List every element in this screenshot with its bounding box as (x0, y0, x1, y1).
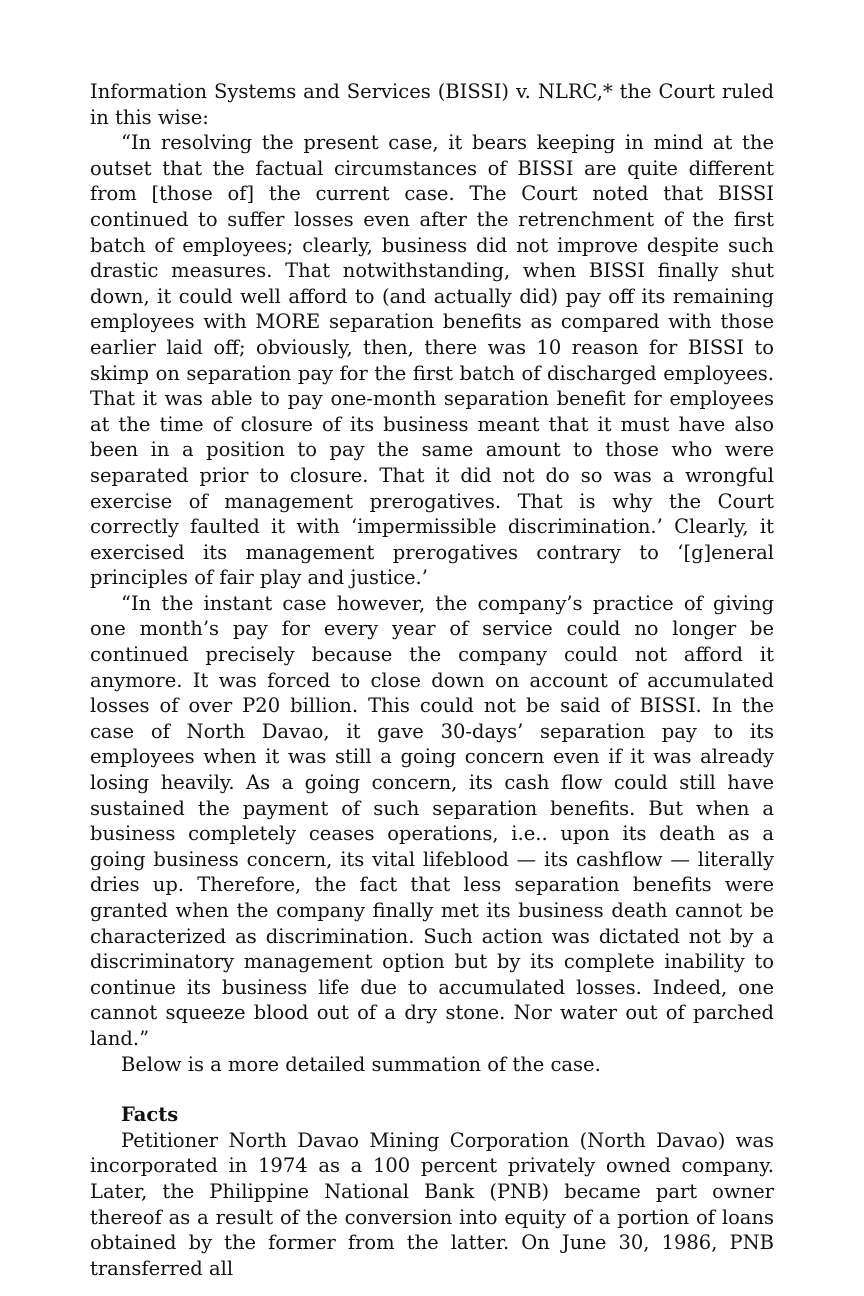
intro-paragraph: Information Systems and Services (BISSI) v. NLRC,* the Court ruled in this wise: (90, 80, 774, 129)
quote-paragraph-bissi: “In resolving the present case, it bears keeping in mind at the outset that the factual circumstances of BISSI are quite different from [those of] the current case. The Court noted that BISSI continued to suffer losses even after the retrenchment of the first batch of employees; clearly, business did not improve despite such drastic measures. That notwithstanding, when BISSI finally shut down, it could well afford to (and actually did) pay off its remaining employees with MORE separation benefits as compared with those earlier laid off; obviously, then, there was 10 reason for BISSI to skimp on separation pay for the first batch of discharged employees. That it was able to pay one-month separation benefit for employees at the time of closure of its business meant that it must have also been in a position to pay the same amount to those who were separated prior to closure. That it did not do so was a wrongful exercise of management prerogatives. That is why the Court correctly faulted it with ‘impermissible discrimination.’ Clearly, it exercised its management prerogatives contrary to ‘[g]eneral principles of fair play and justice.’ (90, 131, 774, 590)
facts-heading: Facts (121, 1103, 179, 1127)
document-page (90, 79, 774, 1281)
quote-paragraph-instant-case: “In the instant case however, the company’s practice of giving one month’s pay for every year of service could no longer be continued precisely because the company could not afford it anymore. It was forced to close down on account of accumulated losses of over P20 billion. This could not be said of BISSI. In the case of North Davao, it gave 30-days’ separation pay to its employees when it was still a going concern even if it was already losing heavily. As a going concern, its cash flow could still have sustained the payment of such separation benefits. But when a business completely ceases operations, i.e.. upon its death as a going business concern, its vital lifeblood — its cashflow — literally dries up. Therefore, the fact that less separation benefits were granted when the company finally met its business death cannot be characterized as discrimination. Such action was dictated not by a discriminatory management option but by its complete inability to continue its business life due to accumulated losses. Indeed, one cannot squeeze blood out of a dry stone. Nor water out of parched land.” (90, 591, 774, 1050)
facts-paragraph: Petitioner North Davao Mining Corporation (North Davao) was incorporated in 1974 as a 100 percent privately owned company. Later, the Philippine National Bank (PNB) became part owner thereof as a result of the conversion into equity of a portion of loans obtained by the former from the latter. On June 30, 1986, PNB transferred all (90, 1128, 774, 1280)
summation-paragraph: Below is a more detailed summation of the case. (121, 1052, 601, 1076)
